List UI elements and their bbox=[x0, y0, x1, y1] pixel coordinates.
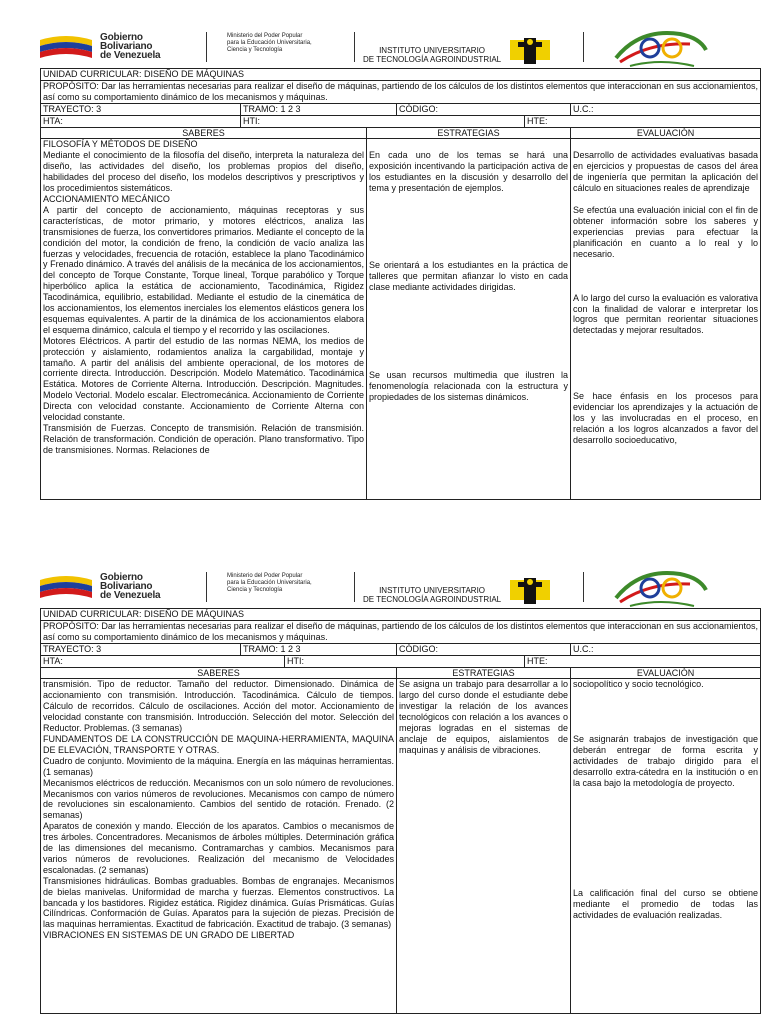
header-divider bbox=[354, 32, 355, 62]
codigo-label: CÓDIGO: bbox=[397, 643, 571, 655]
header-divider bbox=[583, 32, 584, 62]
saberes-header: SABERES bbox=[41, 667, 397, 679]
column-header-row bbox=[41, 667, 761, 679]
anniversary-logo-icon bbox=[610, 568, 710, 608]
horas-row bbox=[41, 655, 761, 667]
unidad-curricular-label: UNIDAD CURRICULAR: DISEÑO DE MÁQUINAS bbox=[41, 69, 761, 81]
saberes-paragraph: Mediante el conocimiento de la filosofía del diseño, interpreta la naturaleza del diseño, las actividades del diseño, los problemas propios del diseño, habilidades del proceso del diseño, los modelos descriptivos y prescriptivos y los procedimientos sistemáticos. bbox=[43, 150, 364, 194]
horas-row bbox=[41, 115, 761, 127]
column-header-row bbox=[41, 127, 761, 139]
venezuela-flag-logo bbox=[38, 34, 94, 60]
saberes-paragraph: Mecanismos eléctricos de reducción. Mecanismos con un solo número de revoluciones. Mecanismos con varios números de revoluciones. Mecanismos con campo de número de revoluciones sin escalonamiento. Cambios del sentido de rotación. Frenado. (2 semanas) bbox=[43, 777, 394, 821]
tramo-label: TRAMO: 1 2 3 bbox=[241, 643, 397, 655]
curriculum-table bbox=[40, 608, 761, 1014]
saberes-heading: FILOSOFÍA Y MÉTODOS DE DISEÑO bbox=[43, 139, 198, 150]
proposito-row bbox=[41, 80, 761, 103]
proposito-text: PROPÓSITO: Dar las herramientas necesarias para realizar el diseño de máquinas, partiendo de los cálculos de los distintos elementos que interaccionan en sus accionamientos, así como su comportamiento dinámico de los mecanismos y máquinas. bbox=[41, 620, 761, 643]
saberes-cell bbox=[41, 139, 367, 500]
hta-label: HTA: bbox=[41, 655, 285, 667]
estrategias-header: ESTRATEGIAS bbox=[367, 127, 571, 139]
unidad-row bbox=[41, 69, 761, 81]
instituto-logo-icon bbox=[510, 38, 550, 64]
evaluacion-paragraph: A lo largo del curso la evaluación es valorativa con la finalidad de valorar e interpretar los logros que permitan reorientar situaciones detectadas y mejorar resultados. bbox=[573, 292, 759, 336]
instituto-label: INSTITUTO UNIVERSITARIO DE TECNOLOGÍA AGROINDUSTRIAL bbox=[363, 46, 502, 64]
codigo-label: CÓDIGO: bbox=[397, 103, 571, 115]
hti-label: HTI: bbox=[285, 655, 525, 667]
estrategia-paragraph: En cada uno de los temas se hará una exposición incentivando la participación activa de los estudiantes en la discusión y desarrollo del tema y presentación de ejemplos. bbox=[369, 150, 568, 194]
evaluacion-cell bbox=[571, 679, 761, 1014]
evaluacion-header: EVALUACIÓN bbox=[571, 667, 761, 679]
page-header bbox=[0, 540, 768, 606]
evaluacion-paragraph: Se asignarán trabajos de investigación que deberán entregar de forma escrita y actividades de trabajo dirigido para el desarrollo extra-cátedra en la institución o en la casa bajo la metodología de proyecto. bbox=[573, 734, 759, 788]
ministerio-label: Ministerio del Poder Popular para la Educación Universitaria, Ciencia y Tecnología bbox=[227, 33, 312, 53]
hti-label: HTI: bbox=[241, 115, 525, 127]
hte-label: HTE: bbox=[525, 655, 761, 667]
page-header bbox=[0, 0, 768, 66]
instituto-label: INSTITUTO UNIVERSITARIO DE TECNOLOGÍA AGROINDUSTRIAL bbox=[363, 586, 502, 604]
instituto-logo-icon bbox=[510, 578, 550, 604]
uc-label: U.C.: bbox=[571, 643, 761, 655]
gobierno-wordmark: Gobierno Bolivariano de Venezuela bbox=[100, 572, 161, 601]
header-divider bbox=[206, 32, 207, 62]
header-divider bbox=[206, 572, 207, 602]
evaluacion-paragraph: sociopolítico y socio tecnológico. bbox=[573, 679, 704, 690]
estrategia-paragraph: Se asigna un trabajo para desarrollar a lo largo del curso donde el estudiante debe investigar la relación de los avances tecnológicos con relación a los avances o mejoras logradas en el sistemas de anclaje de equipos, aislamientos de maquinas y análisis de vibraciones. bbox=[399, 679, 568, 755]
anniversary-logo-icon bbox=[610, 28, 710, 68]
saberes-paragraph: Cuadro de conjunto. Movimiento de la máquina. Energía en las máquinas herramientas. (1 semanas) bbox=[43, 755, 394, 777]
header-divider bbox=[583, 572, 584, 602]
estrategia-paragraph: Se usan recursos multimedia que ilustren la fenomenología relacionada con la estructura y propiedades de los sistemas dinámicos. bbox=[369, 369, 568, 402]
curriculum-table bbox=[40, 68, 761, 500]
trayecto-label: TRAYECTO: 3 bbox=[41, 103, 241, 115]
proposito-row bbox=[41, 620, 761, 643]
estrategias-header: ESTRATEGIAS bbox=[397, 667, 571, 679]
saberes-cell bbox=[41, 679, 397, 1014]
hte-label: HTE: bbox=[525, 115, 761, 127]
header-divider bbox=[354, 572, 355, 602]
tramo-label: TRAMO: 1 2 3 bbox=[241, 103, 397, 115]
saberes-paragraph: Motores Eléctricos. A partir del estudio de las normas NEMA, los medios de protección y aislamiento, rodamientos analiza la cargabilidad, montaje y tamaño. A partir del análisis del ambiente operacional, de los motores de corriente directa. Introducción. Descripción. Modelo Matemático. Tacodinámica Estática. Motores de Corriente Alterna. Introducción. Descripción. Magnitudes. Modelo Vectorial. Modelo escalar. Electromecánica. Accionamiento de Corriente Directa con velocidad constante. Accionamiento de Corriente Alterna con velocidad constante. bbox=[43, 335, 364, 423]
evaluacion-paragraph: Se efectúa una evaluación inicial con el fin de obtener información sobre los saberes y experiencias previas para efectuar la planificación en cuanto a lo real y lo necesario. bbox=[573, 205, 759, 259]
evaluacion-cell bbox=[571, 139, 761, 500]
hta-label: HTA: bbox=[41, 115, 241, 127]
saberes-heading: VIBRACIONES EN SISTEMAS DE UN GRADO DE LIBERTAD bbox=[43, 930, 295, 941]
trayecto-label: TRAYECTO: 3 bbox=[41, 643, 241, 655]
estrategias-cell bbox=[397, 679, 571, 1014]
saberes-paragraph: transmisión. Tipo de reductor. Tamaño del reductor. Dimensionado. Dinámica de accionamiento con transmisión. Introducción. Tacodinámica. Cálculo de tiempos. Cálculo de recorridos. Cálculo de oscilaciones. Acción del motor. Accionamiento de velocidad constante con transmisión. Introducción. Selección del motor. Selección del Reductor. Problemas. (3 semanas) bbox=[43, 679, 394, 734]
evaluacion-paragraph: Desarrollo de actividades evaluativas basada en ejercicios y propuestas de casos del área de ingeniería que permitan la aplicación del cálculo en situaciones reales de aprendizaje bbox=[573, 150, 759, 194]
content-row bbox=[41, 679, 761, 1014]
estrategias-cell bbox=[367, 139, 571, 500]
trayecto-row bbox=[41, 103, 761, 115]
saberes-paragraph: Transmisión de Fuerzas. Concepto de transmisión. Relación de transmisión. Relación de transformación. Condición de operación. Plano transformativo. Tipo de transmisiones. Normas. Relaciones de bbox=[43, 423, 364, 455]
estrategia-paragraph: Se orientará a los estudiantes en la práctica de talleres que permitan afianzar lo visto en cada clase mediante actividades dirigidas. bbox=[369, 260, 568, 292]
unidad-row bbox=[41, 609, 761, 621]
proposito-text: PROPÓSITO: Dar las herramientas necesarias para realizar el diseño de máquinas, partiendo de los cálculos de los distintos elementos que interaccionan en sus accionamientos, así como su comportamiento dinámico de los mecanismos y máquinas. bbox=[41, 80, 761, 103]
ministerio-label: Ministerio del Poder Popular para la Educación Universitaria, Ciencia y Tecnología bbox=[227, 573, 312, 593]
saberes-paragraph: Transmisiones hidráulicas. Bombas graduables. Bombas de engranajes. Mecanismos de bielas manivelas. Uniformidad de marcha y fuerzas. Elementos constructivos. La bancada y los bastidores. Rigidez estática. Rigidez dinámica. Guías Prismáticas. Guías Cilíndricas. Conformación de Guías. Aparatos para la sujeción de piezas. Precisión de las maquinas herramientas. Exactitud de fabricación. Exactitud de trabajo. (3 semanas) bbox=[43, 875, 394, 930]
saberes-heading: ACCIONAMIENTO MECÁNICO bbox=[43, 193, 170, 204]
saberes-header: SABERES bbox=[41, 127, 367, 139]
uc-label: U.C.: bbox=[571, 103, 761, 115]
evaluacion-header: EVALUACIÓN bbox=[571, 127, 761, 139]
gobierno-wordmark: Gobierno Bolivariano de Venezuela bbox=[100, 32, 161, 61]
evaluacion-paragraph: Se hace énfasis en los procesos para evidenciar los aprendizajes y la actuación de los y las involucradas en el proceso, en relación a los logros alcanzados a favor del desarrollo socioeducativo, bbox=[573, 391, 759, 445]
unidad-curricular-label: UNIDAD CURRICULAR: DISEÑO DE MÁQUINAS bbox=[41, 609, 761, 621]
evaluacion-paragraph: La calificación final del curso se obtiene mediante el promedio de todas las actividades de evaluación realizadas. bbox=[573, 887, 759, 920]
content-row bbox=[41, 139, 761, 500]
saberes-paragraph: A partir del concepto de accionamiento, máquinas receptoras y sus características, de motor primario, y motores eléctricos, analiza las transmisiones de fuerza, los convertidores primarios. Mediante el concepto de la condición del motor, la condición de freno, la condición de vacío analiza las fuerzas y velocidades, frecuencia de rotación, establece la plano Tacodinámico y Frenado dinámico. A través del análisis de la mecánica de los accionamientos, del concepto de Torque Constante, Torque lineal, Torque parabólico y Torque hiperbólico aplica la estática de accionamiento, Tacodinámica, Rigidez Tacodinámica, equilibrio, estabilidad. Mediante el estudio de la cinemática de los accionamientos, los elementos inerciales los elementos elásticos genera los esquemas equivalentes. A partir de la dinámica de los accionamientos elabora el esquema dinámico, calcula el tiempo y el recorrido y las oscilaciones. bbox=[43, 204, 364, 335]
trayecto-row bbox=[41, 643, 761, 655]
saberes-heading: FUNDAMENTOS DE LA CONSTRUCCIÓN DE MAQUINA-HERRAMIENTA, MAQUINA DE ELEVACIÓN, TRANSPORTE Y OTRAS. bbox=[43, 733, 394, 755]
saberes-paragraph: Aparatos de conexión y mando. Elección de los aparatos. Cambios o mecanismos de tres árboles. Concentradores. Mecanismos de árboles múltiples. Determinación gráfica de las dimensiones del mecanismo. Contramarchas y cambios. Mecanismos para varios números de revoluciones. Realización del mecanismo de Velocidades escalonadas. (2 semanas) bbox=[43, 821, 394, 875]
venezuela-flag-logo bbox=[38, 574, 94, 600]
